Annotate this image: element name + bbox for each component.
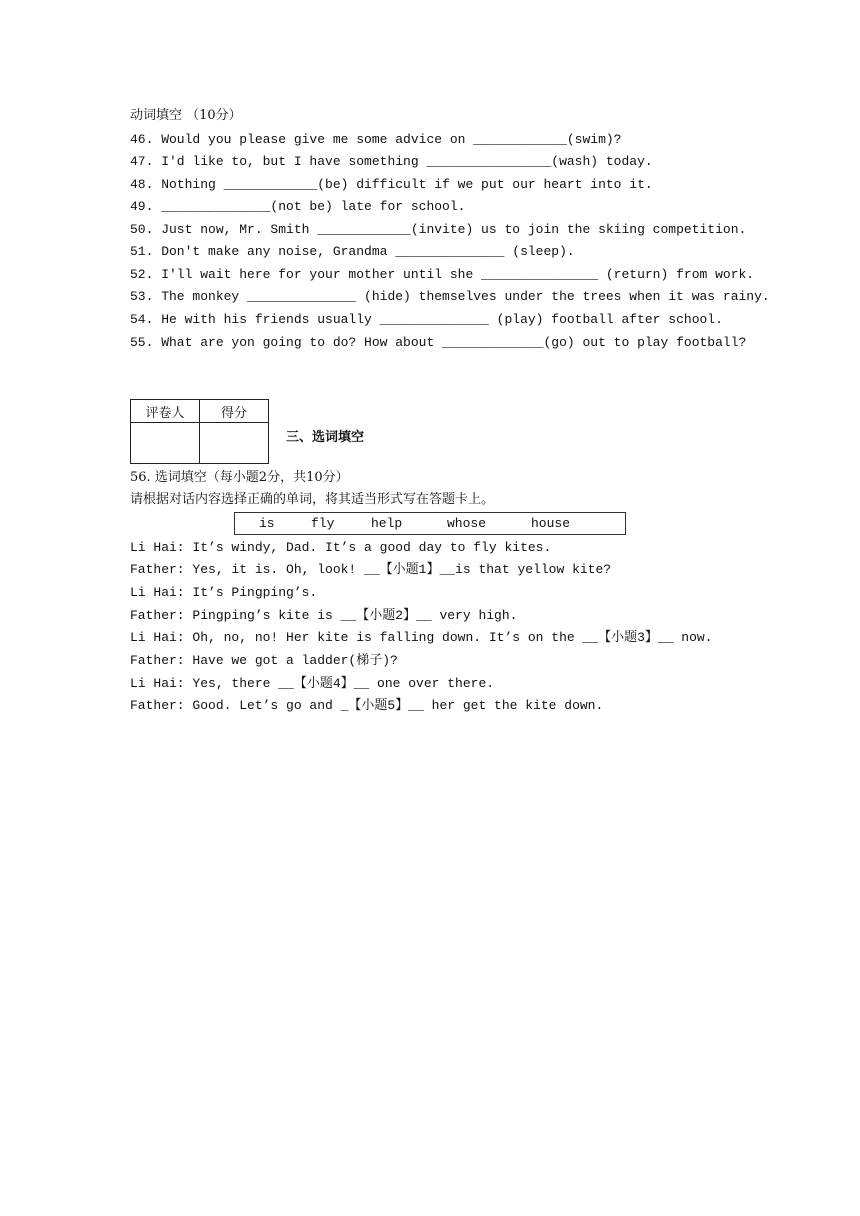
question-50: 50. Just now, Mr. Smith ____________(invite) us to join the skiing competition. xyxy=(130,222,747,237)
question-56-title: 56. 选词填空（每小题2分，共10分） xyxy=(130,470,349,485)
dialogue-line: Li Hai: Yes, there __【小题4】__ one over there. xyxy=(130,676,495,691)
grader-header: 评卷人 xyxy=(131,400,200,423)
dialogue-line: Li Hai: It’s windy, Dad. It’s a good day to fly kites. xyxy=(130,540,552,555)
question-54: 54. He with his friends usually ______________ (play) football after school. xyxy=(130,312,723,327)
verb-section-heading: 动词填空 （10分） xyxy=(130,108,242,123)
question-47: 47. I'd like to, but I have something ________________(wash) today. xyxy=(130,154,653,169)
dialogue-line: Father: Good. Let’s go and _【小题5】__ her get the kite down. xyxy=(130,698,604,713)
word-bank-item: fly xyxy=(311,516,335,531)
dialogue-line: Father: Have we got a ladder(梯子)? xyxy=(130,653,398,668)
question-56-instruction: 请根据对话内容选择正确的单词，将其适当形式写在答题卡上。 xyxy=(130,492,495,507)
dialogue-line: Li Hai: Oh, no, no! Her kite is falling down. It’s on the __【小题3】__ now. xyxy=(130,630,713,645)
score-cell xyxy=(200,423,269,464)
dialogue-line: Father: Pingping’s kite is __【小题2】__ very high. xyxy=(130,608,518,623)
score-header: 得分 xyxy=(200,400,269,423)
word-bank-item: house xyxy=(531,516,571,531)
score-table xyxy=(130,399,269,464)
word-bank-item: whose xyxy=(447,516,487,531)
word-bank-item: help xyxy=(371,516,403,531)
question-52: 52. I'll wait here for your mother until she _______________ (return) from work. xyxy=(130,267,755,282)
dialogue-line: Li Hai: It’s Pingping’s. xyxy=(130,585,318,600)
question-48: 48. Nothing ____________(be) difficult if we put our heart into it. xyxy=(130,177,653,192)
section-three-title: 三、选词填空 xyxy=(286,430,365,445)
question-51: 51. Don't make any noise, Grandma ______________ (sleep). xyxy=(130,244,575,259)
word-bank xyxy=(234,512,626,535)
question-49: 49. ______________(not be) late for school. xyxy=(130,199,466,214)
grader-cell xyxy=(131,423,200,464)
question-55: 55. What are yon going to do? How about _____________(go) out to play football? xyxy=(130,335,747,350)
question-46: 46. Would you please give me some advice on ____________(swim)? xyxy=(130,132,622,147)
word-bank-item: is xyxy=(259,516,275,531)
dialogue-line: Father: Yes, it is. Oh, look! __【小题1】__is that yellow kite? xyxy=(130,562,612,577)
question-53: 53. The monkey ______________ (hide) themselves under the trees when it was rainy. xyxy=(130,289,770,304)
